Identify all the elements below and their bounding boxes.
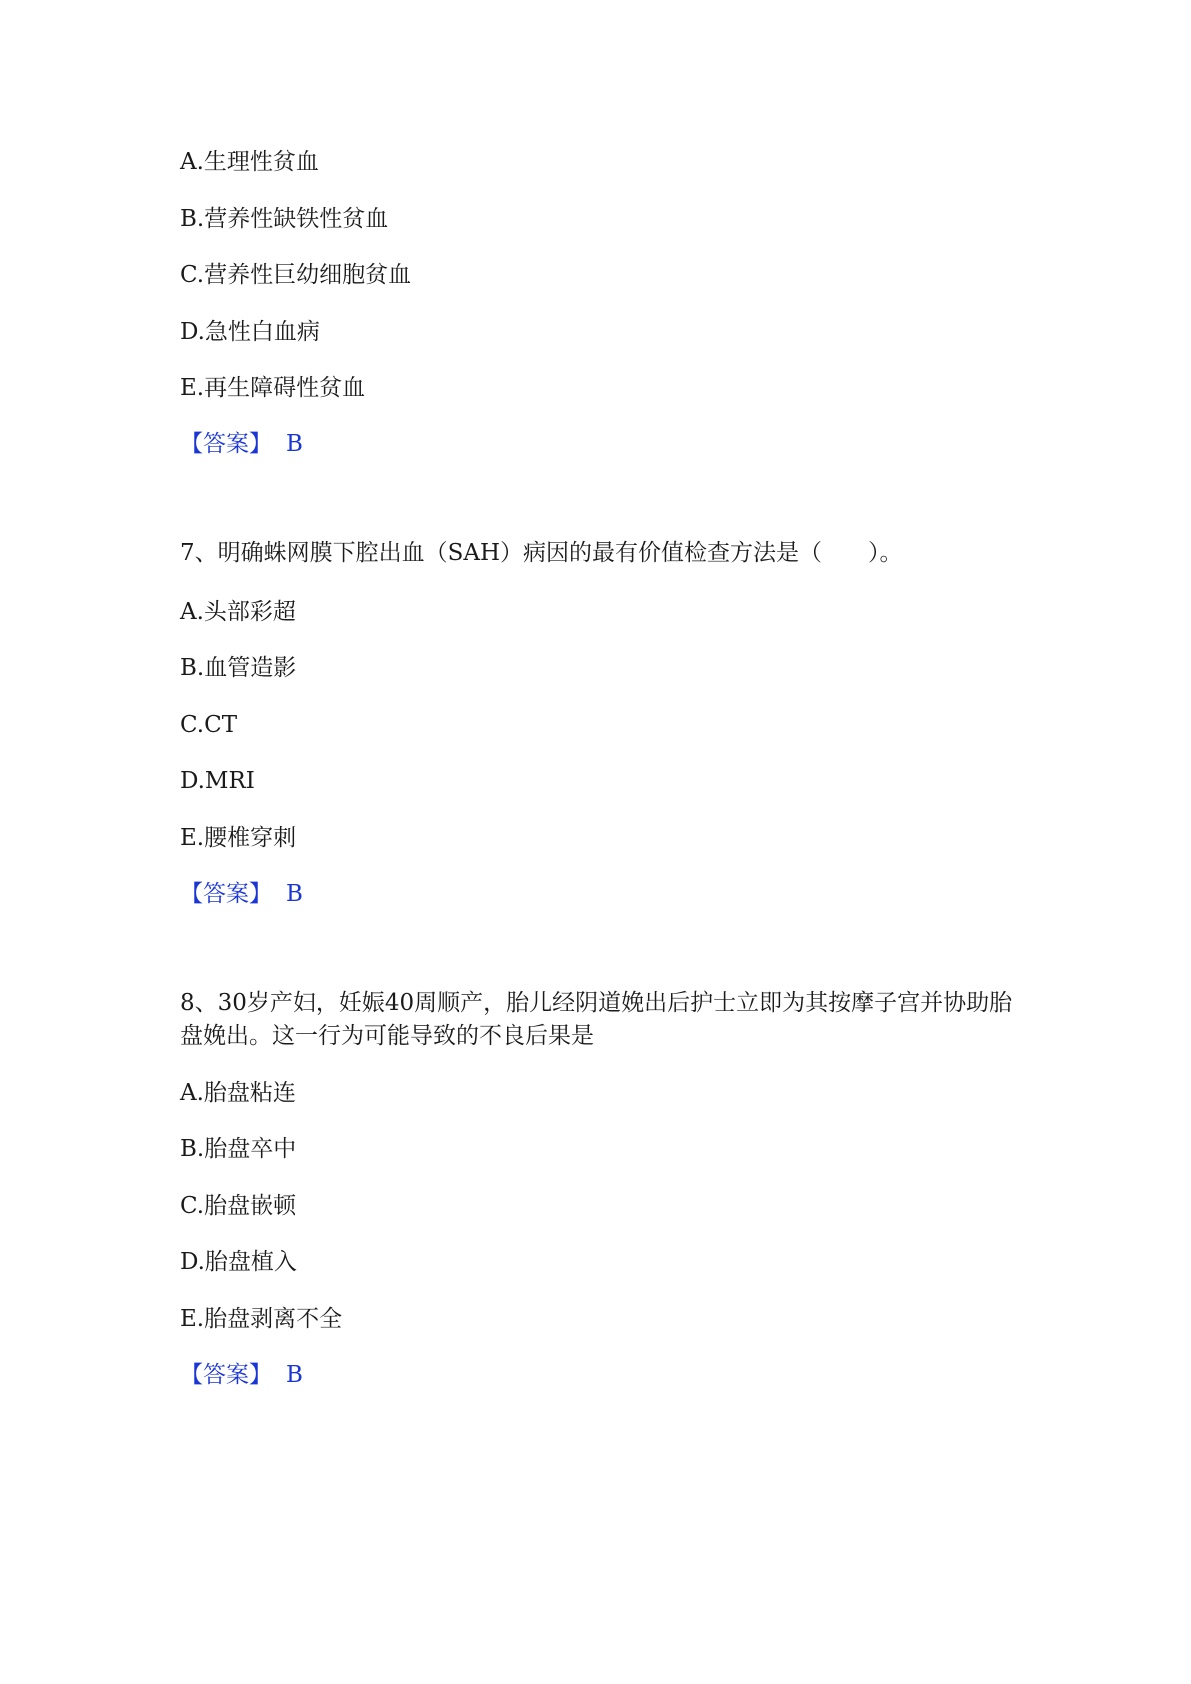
question-8-stem: 8、30岁产妇，妊娠40周顺产，胎儿经阴道娩出后护士立即为其按摩子宫并协助胎盘娩出。这一行为可能导致的不良后果是: [180, 990, 1013, 1049]
question-7-stem: 7、明确蛛网膜下腔出血（SAH）病因的最有价值检查方法是（ ）。: [180, 540, 903, 566]
option-a: A.生理性贫血: [180, 149, 319, 175]
answer-value: B: [286, 431, 303, 457]
q8-answer-tag: 【答案】: [180, 1362, 272, 1388]
q7-option-c: C.CT: [180, 712, 238, 738]
q7-option-d: D.MRI: [180, 768, 255, 794]
q7-option-a: A.头部彩超: [180, 599, 296, 625]
q8-option-b: B.胎盘卒中: [180, 1136, 297, 1162]
q7-option-b: B.血管造影: [180, 655, 297, 681]
q7-answer-tag: 【答案】: [180, 881, 272, 907]
q8-option-c: C.胎盘嵌顿: [180, 1193, 297, 1219]
q8-option-d: D.胎盘植入: [180, 1249, 297, 1275]
q7-answer-line: [180, 878, 303, 910]
q8-answer-value: B: [286, 1362, 303, 1388]
answer-tag: 【答案】: [180, 431, 272, 457]
answer-line: [180, 428, 303, 460]
option-c: C.营养性巨幼细胞贫血: [180, 262, 412, 288]
option-b: B.营养性缺铁性贫血: [180, 206, 389, 232]
option-d: D.急性白血病: [180, 319, 320, 345]
q7-answer-value: B: [286, 881, 303, 907]
q8-option-a: A.胎盘粘连: [180, 1080, 296, 1106]
q8-option-e: E.胎盘剥离不全: [180, 1306, 343, 1332]
option-e: E.再生障碍性贫血: [180, 375, 366, 401]
q7-option-e: E.腰椎穿刺: [180, 825, 297, 851]
q8-answer-line: [180, 1359, 303, 1391]
